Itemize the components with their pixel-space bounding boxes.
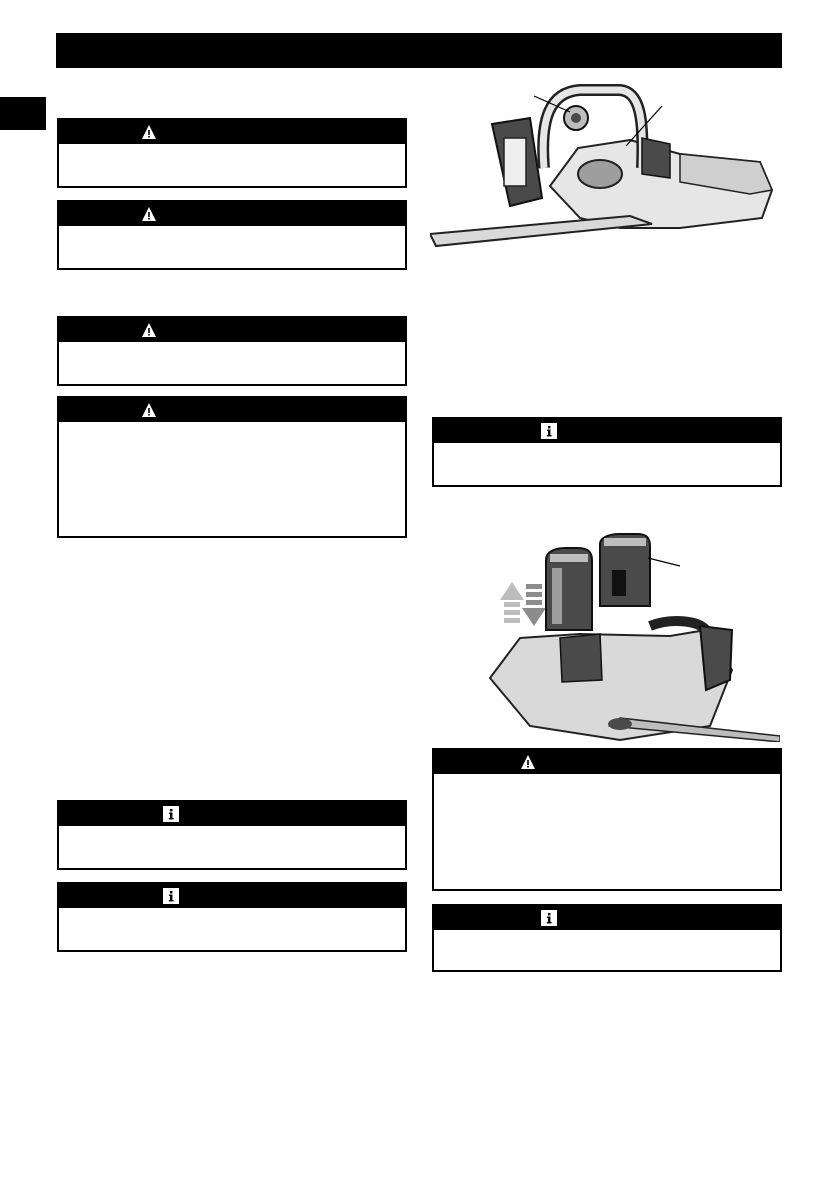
warning-header xyxy=(434,750,780,774)
warning-triangle-icon xyxy=(141,206,157,222)
info-icon xyxy=(541,910,557,926)
warning-triangle-icon xyxy=(141,402,157,418)
battery-install-figure xyxy=(470,530,780,742)
warning-box-2 xyxy=(57,200,407,270)
chainsaw-oil-cap-figure xyxy=(430,78,780,254)
warning-header xyxy=(59,120,405,144)
warning-box-4 xyxy=(57,396,407,538)
warning-triangle-icon xyxy=(141,322,157,338)
info-header xyxy=(434,906,780,930)
info-icon xyxy=(541,423,557,439)
warning-header xyxy=(59,398,405,422)
warning-triangle-icon xyxy=(141,124,157,140)
info-box-2 xyxy=(57,882,407,952)
up-down-arrows-icon xyxy=(500,582,546,626)
page-title-bar xyxy=(56,33,782,68)
warning-box-3 xyxy=(57,316,407,386)
language-tab xyxy=(0,97,46,130)
warning-box-5 xyxy=(432,748,782,891)
warning-header xyxy=(59,202,405,226)
warning-header xyxy=(59,318,405,342)
info-header xyxy=(59,802,405,826)
info-icon xyxy=(163,806,179,822)
info-icon xyxy=(163,888,179,904)
info-box-3 xyxy=(432,417,782,487)
info-header xyxy=(434,419,780,443)
info-header xyxy=(59,884,405,908)
warning-triangle-icon xyxy=(520,754,536,770)
warning-box-1 xyxy=(57,118,407,188)
info-box-4 xyxy=(432,904,782,972)
info-box-1 xyxy=(57,800,407,870)
